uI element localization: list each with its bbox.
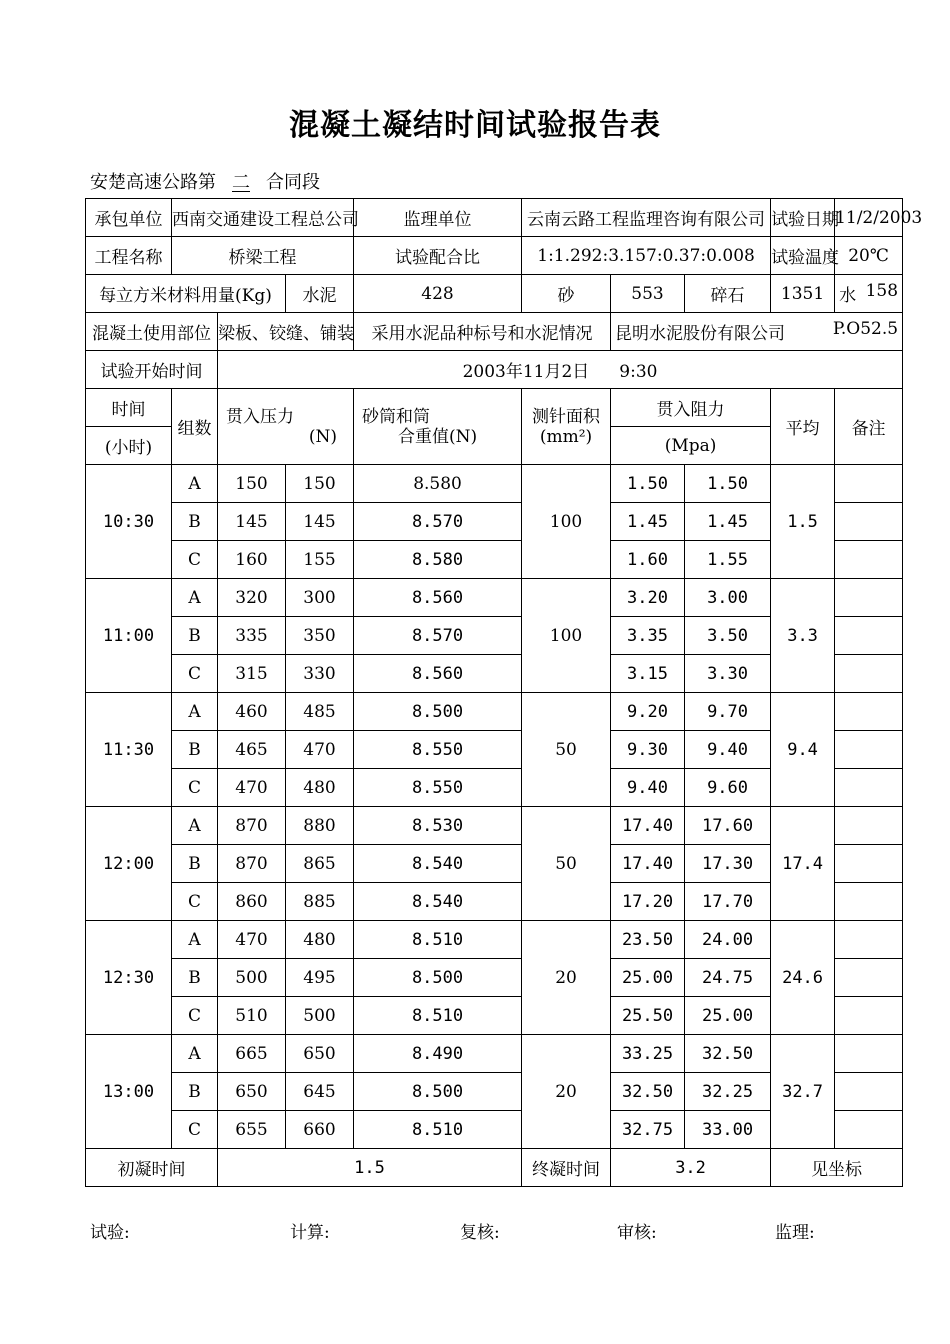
weight-cell: 8.580 — [354, 541, 522, 579]
time-cell: 12:30 — [86, 921, 172, 1035]
final-set-label: 终凝时间 — [522, 1149, 611, 1187]
resistance-1-cell: 23.50 — [611, 921, 685, 959]
resistance-2-cell: 33.00 — [685, 1111, 771, 1149]
remark-cell — [835, 465, 903, 503]
area-cell: 100 — [522, 579, 611, 693]
project-name-label: 工程名称 — [86, 237, 172, 275]
pressure-1-cell: 870 — [218, 845, 286, 883]
remark-cell — [835, 731, 903, 769]
start-value — [218, 351, 903, 389]
group-cell: A — [172, 579, 218, 617]
pressure-2-cell: 865 — [286, 845, 354, 883]
group-cell: B — [172, 845, 218, 883]
resistance-2-cell: 17.30 — [685, 845, 771, 883]
resistance-1-cell: 3.15 — [611, 655, 685, 693]
weight-cell: 8.580 — [354, 465, 522, 503]
area-cell: 50 — [522, 693, 611, 807]
average-cell: 9.4 — [771, 693, 835, 807]
info-row-4 — [86, 313, 903, 351]
group-cell: C — [172, 769, 218, 807]
weight-cell: 8.550 — [354, 769, 522, 807]
temp-value: 20℃ — [835, 237, 903, 275]
pressure-1-cell: 335 — [218, 617, 286, 655]
pressure-2-cell: 300 — [286, 579, 354, 617]
pressure-2-cell: 145 — [286, 503, 354, 541]
resistance-2-cell: 32.25 — [685, 1073, 771, 1111]
resistance-2-cell: 3.30 — [685, 655, 771, 693]
start-label: 试验开始时间 — [86, 351, 218, 389]
weight-cell: 8.530 — [354, 807, 522, 845]
info-row-1 — [86, 199, 903, 237]
weight-cell: 8.500 — [354, 693, 522, 731]
remark-cell — [835, 921, 903, 959]
summary-note: 见坐标 — [771, 1149, 903, 1187]
gravel-label: 碎石 — [685, 275, 771, 313]
water-value: 158 — [865, 281, 899, 301]
pressure-1-cell: 870 — [218, 807, 286, 845]
group-cell: A — [172, 693, 218, 731]
weight-cell: 8.550 — [354, 731, 522, 769]
resistance-1-cell: 33.25 — [611, 1035, 685, 1073]
pressure-2-cell: 660 — [286, 1111, 354, 1149]
resistance-1-cell: 17.40 — [611, 807, 685, 845]
remark-cell — [835, 959, 903, 997]
pressure-2-cell: 330 — [286, 655, 354, 693]
weight-cell: 8.500 — [354, 1073, 522, 1111]
weight-cell: 8.490 — [354, 1035, 522, 1073]
sand-value: 553 — [611, 275, 685, 313]
cement-info-label: 采用水泥品种标号和水泥情况 — [354, 313, 611, 351]
table-row — [86, 579, 903, 617]
gravel-value: 1351 — [771, 275, 835, 313]
water-value-cell — [835, 275, 903, 313]
remark-cell — [835, 845, 903, 883]
resistance-1-cell: 32.50 — [611, 1073, 685, 1111]
resistance-1-cell: 32.75 — [611, 1111, 685, 1149]
group-cell: B — [172, 959, 218, 997]
usage-label: 混凝土使用部位 — [86, 313, 218, 351]
resistance-2-cell: 9.60 — [685, 769, 771, 807]
group-cell: B — [172, 617, 218, 655]
weight-cell: 8.540 — [354, 883, 522, 921]
pressure-2-cell: 470 — [286, 731, 354, 769]
report-table — [85, 198, 923, 1187]
contractor-value: 西南交通建设工程总公司 — [172, 199, 354, 237]
footer-calc: 计算: — [290, 1223, 330, 1243]
pressure-2-cell: 150 — [286, 465, 354, 503]
date-label: 试验日期 — [771, 199, 835, 237]
resistance-1-cell: 1.50 — [611, 465, 685, 503]
time-cell: 10:30 — [86, 465, 172, 579]
project-suffix: 合同段 — [266, 172, 320, 193]
resistance-2-cell: 24.00 — [685, 921, 771, 959]
cement-label: 水泥 — [286, 275, 354, 313]
pressure-2-cell: 885 — [286, 883, 354, 921]
temp-label: 试验温度 — [771, 237, 835, 275]
info-row-3 — [86, 275, 903, 313]
report-title: 混凝土凝结时间试验报告表 — [289, 108, 661, 143]
table-row — [86, 921, 903, 959]
remark-cell — [835, 655, 903, 693]
resistance-1-cell: 1.45 — [611, 503, 685, 541]
area-title: 测针面积 — [532, 406, 601, 427]
area-cell: 20 — [522, 921, 611, 1035]
project-prefix: 安楚高速公路第 — [90, 172, 216, 193]
pressure-2-cell: 880 — [286, 807, 354, 845]
group-cell: A — [172, 921, 218, 959]
table-row — [86, 1035, 903, 1073]
info-row-5 — [86, 351, 903, 389]
pressure-1-cell: 650 — [218, 1073, 286, 1111]
time-cell: 12:00 — [86, 807, 172, 921]
initial-set-label: 初凝时间 — [86, 1149, 218, 1187]
resistance-1-cell: 25.50 — [611, 997, 685, 1035]
resistance-2-cell: 9.70 — [685, 693, 771, 731]
info-row-2 — [86, 237, 903, 275]
resistance-2-cell: 17.70 — [685, 883, 771, 921]
weight-cell: 8.560 — [354, 579, 522, 617]
pressure-header — [218, 389, 354, 465]
resistance-2-cell: 32.50 — [685, 1035, 771, 1073]
weight-cell: 8.570 — [354, 617, 522, 655]
remark-cell — [835, 617, 903, 655]
initial-set-value: 1.5 — [218, 1149, 522, 1187]
resistance-1-cell: 3.20 — [611, 579, 685, 617]
remark-cell — [835, 503, 903, 541]
resistance-1-cell: 17.20 — [611, 883, 685, 921]
avg-header: 平均 — [771, 389, 835, 465]
pressure-1-cell: 665 — [218, 1035, 286, 1073]
resistance-1-cell: 1.60 — [611, 541, 685, 579]
average-cell: 24.6 — [771, 921, 835, 1035]
cylinder-title: 砂筒和筒 — [362, 406, 431, 427]
remark-cell — [835, 997, 903, 1035]
contractor-label: 承包单位 — [86, 199, 172, 237]
time-header: 时间 — [86, 389, 172, 427]
cylinder-unit: 合重值(N) — [397, 426, 478, 447]
footer-review: 复核: — [460, 1223, 500, 1243]
material-label: 每立方米材料用量(Kg) — [86, 275, 286, 313]
project-name-value: 桥梁工程 — [172, 237, 354, 275]
time-cell: 13:00 — [86, 1035, 172, 1149]
project-line — [90, 168, 320, 194]
remark-cell — [835, 807, 903, 845]
group-cell: A — [172, 807, 218, 845]
cement-value: 428 — [354, 275, 522, 313]
usage-value: 梁板、铰缝、铺装 — [218, 313, 354, 351]
time-cell: 11:00 — [86, 579, 172, 693]
start-time: 9:30 — [619, 362, 658, 382]
weight-cell: 8.560 — [354, 655, 522, 693]
pressure-2-cell: 480 — [286, 769, 354, 807]
cement-grade: P.O52.5 — [832, 319, 899, 339]
group-cell: A — [172, 1035, 218, 1073]
average-cell: 32.7 — [771, 1035, 835, 1149]
area-header — [522, 389, 611, 465]
supervisor-label: 监理单位 — [354, 199, 522, 237]
average-cell: 3.3 — [771, 579, 835, 693]
pressure-1-cell: 320 — [218, 579, 286, 617]
resistance-2-cell: 24.75 — [685, 959, 771, 997]
group-cell: C — [172, 541, 218, 579]
footer-audit: 审核: — [617, 1223, 657, 1243]
pressure-1-cell: 470 — [218, 921, 286, 959]
time-unit: (小时) — [86, 427, 172, 465]
project-section: 二 — [232, 172, 250, 193]
pressure-2-cell: 155 — [286, 541, 354, 579]
pressure-1-cell: 160 — [218, 541, 286, 579]
water-label: 水 — [839, 286, 857, 306]
footer-supervise: 监理: — [775, 1223, 815, 1243]
pressure-2-cell: 650 — [286, 1035, 354, 1073]
group-cell: B — [172, 731, 218, 769]
time-cell: 11:30 — [86, 693, 172, 807]
resistance-1-cell: 17.40 — [611, 845, 685, 883]
mix-label: 试验配合比 — [354, 237, 522, 275]
group-cell: B — [172, 1073, 218, 1111]
resistance-unit: (Mpa) — [611, 427, 771, 465]
pressure-1-cell: 510 — [218, 997, 286, 1035]
pressure-1-cell: 145 — [218, 503, 286, 541]
pressure-2-cell: 500 — [286, 997, 354, 1035]
table-row — [86, 465, 903, 503]
summary-row — [86, 1149, 903, 1187]
resistance-2-cell: 3.00 — [685, 579, 771, 617]
remark-cell — [835, 1073, 903, 1111]
pressure-1-cell: 655 — [218, 1111, 286, 1149]
pressure-2-cell: 645 — [286, 1073, 354, 1111]
cement-info-cell — [611, 313, 903, 351]
remark-cell — [835, 579, 903, 617]
group-cell: A — [172, 465, 218, 503]
supervisor-value: 云南云路工程监理咨询有限公司 — [522, 199, 771, 237]
date-value: 11/2/2003 — [835, 199, 903, 237]
group-header: 组数 — [172, 389, 218, 465]
resistance-1-cell: 3.35 — [611, 617, 685, 655]
remark-cell — [835, 1111, 903, 1149]
group-cell: C — [172, 997, 218, 1035]
mix-value: 1:1.292:3.157:0.37:0.008 — [522, 237, 771, 275]
group-cell: C — [172, 655, 218, 693]
resistance-1-cell: 9.20 — [611, 693, 685, 731]
weight-cell: 8.500 — [354, 959, 522, 997]
table-row — [86, 693, 903, 731]
resistance-header: 贯入阻力 — [611, 389, 771, 427]
pressure-unit: (N) — [308, 426, 338, 447]
average-cell: 17.4 — [771, 807, 835, 921]
footer-test: 试验: — [90, 1223, 130, 1243]
pressure-2-cell: 485 — [286, 693, 354, 731]
table-row — [86, 807, 903, 845]
resistance-2-cell: 1.55 — [685, 541, 771, 579]
resistance-1-cell: 9.40 — [611, 769, 685, 807]
pressure-2-cell: 480 — [286, 921, 354, 959]
pressure-2-cell: 350 — [286, 617, 354, 655]
area-unit: (mm²) — [539, 426, 593, 447]
remark-cell — [835, 883, 903, 921]
pressure-1-cell: 500 — [218, 959, 286, 997]
weight-cell: 8.510 — [354, 997, 522, 1035]
resistance-2-cell: 9.40 — [685, 731, 771, 769]
header-row-1 — [86, 389, 903, 427]
pressure-1-cell: 315 — [218, 655, 286, 693]
remark-cell — [835, 1035, 903, 1073]
pressure-1-cell: 465 — [218, 731, 286, 769]
pressure-1-cell: 150 — [218, 465, 286, 503]
resistance-2-cell: 25.00 — [685, 997, 771, 1035]
pressure-title: 贯入压力 — [226, 406, 294, 427]
group-cell: B — [172, 503, 218, 541]
cement-company: 昆明水泥股份有限公司 — [615, 324, 786, 344]
pressure-1-cell: 470 — [218, 769, 286, 807]
area-cell: 100 — [522, 465, 611, 579]
remark-cell — [835, 541, 903, 579]
resistance-2-cell: 3.50 — [685, 617, 771, 655]
resistance-1-cell: 9.30 — [611, 731, 685, 769]
resistance-1-cell: 25.00 — [611, 959, 685, 997]
pressure-1-cell: 460 — [218, 693, 286, 731]
start-date: 2003年11月2日 — [462, 362, 590, 382]
cylinder-header — [354, 389, 522, 465]
pressure-2-cell: 495 — [286, 959, 354, 997]
weight-cell: 8.540 — [354, 845, 522, 883]
remark-header: 备注 — [835, 389, 903, 465]
group-cell: C — [172, 883, 218, 921]
sand-label: 砂 — [522, 275, 611, 313]
average-cell: 1.5 — [771, 465, 835, 579]
resistance-2-cell: 17.60 — [685, 807, 771, 845]
group-cell: C — [172, 1111, 218, 1149]
pressure-1-cell: 860 — [218, 883, 286, 921]
resistance-2-cell: 1.45 — [685, 503, 771, 541]
weight-cell: 8.570 — [354, 503, 522, 541]
resistance-2-cell: 1.50 — [685, 465, 771, 503]
remark-cell — [835, 769, 903, 807]
area-cell: 50 — [522, 807, 611, 921]
area-cell: 20 — [522, 1035, 611, 1149]
weight-cell: 8.510 — [354, 1111, 522, 1149]
final-set-value: 3.2 — [611, 1149, 771, 1187]
remark-cell — [835, 693, 903, 731]
weight-cell: 8.510 — [354, 921, 522, 959]
